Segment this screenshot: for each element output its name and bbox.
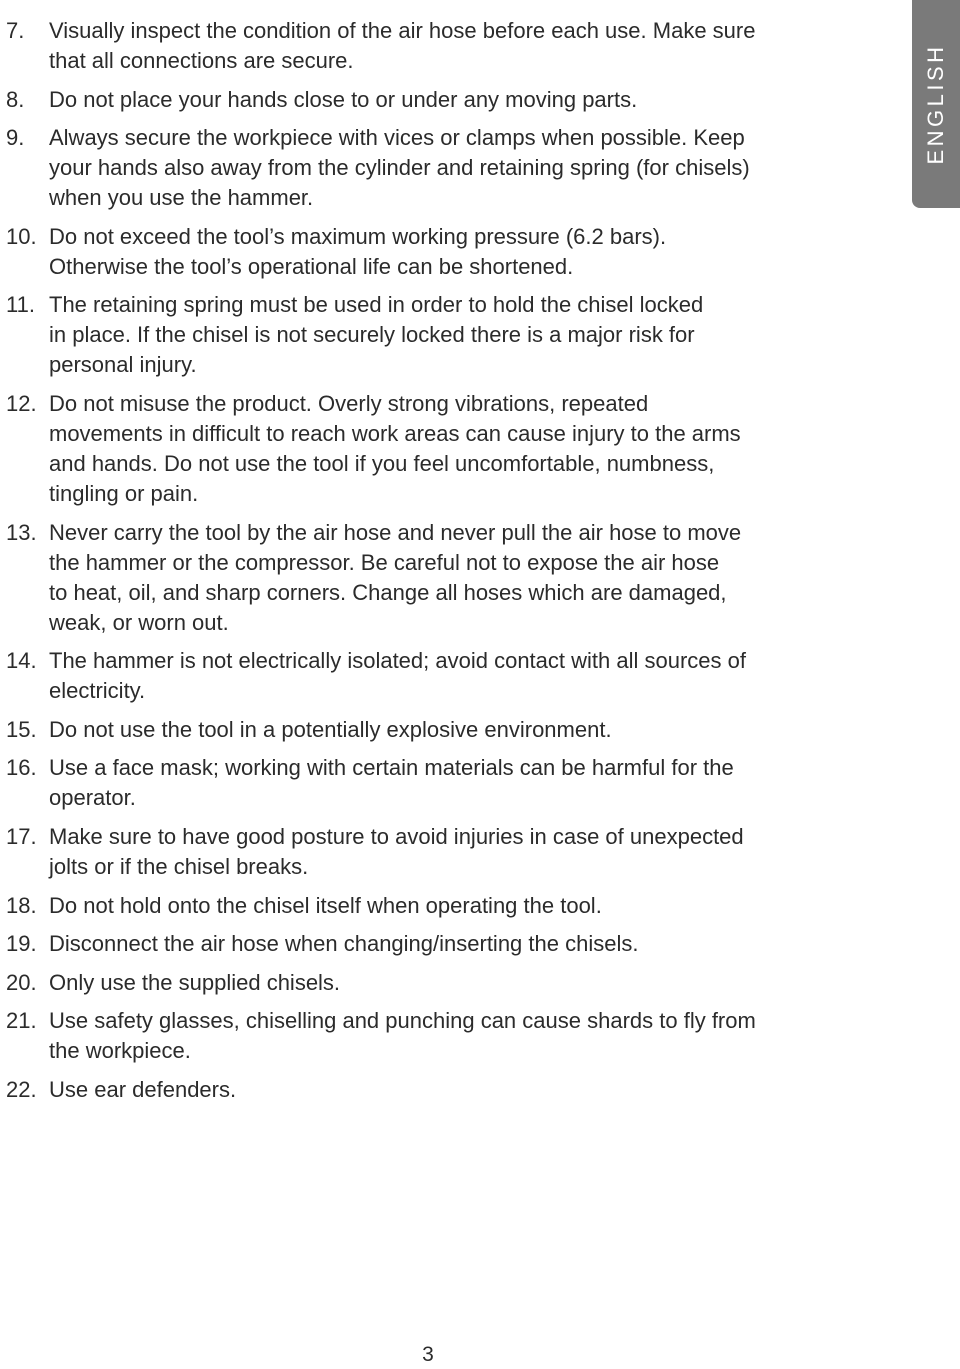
item-text-line: and hands. Do not use the tool if you feel uncomfortable, numbness, [49, 450, 715, 476]
item-number: 11. [6, 292, 35, 318]
list-item [6, 1006, 886, 1066]
item-number: 13. [6, 519, 37, 545]
item-text-line: Use a face mask; working with certain materials can be harmful for the [49, 755, 734, 781]
item-text [49, 646, 886, 706]
safety-instructions-list [6, 16, 886, 1114]
item-number: 9. [6, 125, 25, 151]
item-text [49, 968, 886, 998]
item-text-line: The retaining spring must be used in order to hold the chisel locked [49, 292, 704, 318]
language-tab-label: ENGLISH [923, 43, 948, 165]
list-item [6, 518, 886, 638]
item-text [49, 123, 886, 213]
page-number: 3 [422, 1343, 434, 1366]
list-item [6, 646, 886, 706]
item-text-line: Do not misuse the product. Overly strong vibrations, repeated [49, 390, 649, 416]
item-text [49, 715, 886, 745]
item-text-line: to heat, oil, and sharp corners. Change all hoses which are damaged, [49, 579, 727, 605]
item-text-line: Otherwise the tool’s operational life can be shortened. [49, 253, 574, 279]
item-text-line: the hammer or the compressor. Be careful not to expose the air hose [49, 549, 720, 575]
item-text-line: movements in difficult to reach work areas can cause injury to the arms [49, 420, 741, 446]
item-text-line: Do not place your hands close to or under any moving parts. [49, 86, 638, 112]
item-text-line: operator. [49, 785, 136, 811]
item-text [49, 518, 886, 638]
list-item [6, 16, 886, 76]
item-text-line: personal injury. [49, 352, 197, 378]
list-item [6, 753, 886, 813]
item-text [49, 222, 886, 282]
item-text [49, 1075, 886, 1105]
item-text-line: weak, or worn out. [49, 609, 229, 635]
item-text [49, 389, 886, 509]
item-text-line: jolts or if the chisel breaks. [49, 853, 309, 879]
item-number: 19. [6, 931, 37, 957]
item-text-line: when you use the hammer. [49, 185, 314, 211]
item-text [49, 85, 886, 115]
item-text [49, 290, 886, 380]
item-number: 20. [6, 969, 37, 995]
item-text-line: Do not hold onto the chisel itself when operating the tool. [49, 892, 602, 918]
item-text-line: electricity. [49, 678, 146, 704]
item-number: 7. [6, 18, 25, 43]
item-text-line: that all connections are secure. [49, 48, 354, 73]
item-number: 15. [6, 716, 37, 742]
list-item [6, 222, 886, 282]
item-text [49, 1006, 886, 1066]
list-item [6, 715, 886, 745]
item-text-line: Do not use the tool in a potentially explosive environment. [49, 716, 612, 742]
list-item [6, 1075, 886, 1105]
item-text-line: Do not exceed the tool’s maximum working pressure (6.2 bars). [49, 223, 667, 249]
item-number: 14. [6, 648, 37, 674]
item-text [49, 753, 886, 813]
item-number: 12. [6, 390, 37, 416]
item-text [49, 16, 886, 76]
language-tab [912, 0, 960, 208]
list-item [6, 822, 886, 882]
item-number: 10. [6, 223, 37, 249]
item-text-line: Never carry the tool by the air hose and never pull the air hose to move [49, 519, 742, 545]
item-text [49, 929, 886, 959]
item-text-line: Always secure the workpiece with vices or clamps when possible. Keep [49, 125, 745, 151]
item-text-line: Only use the supplied chisels. [49, 969, 341, 995]
item-number: 21. [6, 1008, 37, 1034]
list-item [6, 290, 886, 380]
item-number: 16. [6, 755, 37, 781]
item-number: 17. [6, 823, 37, 849]
item-text-line: the workpiece. [49, 1038, 191, 1064]
list-item [6, 929, 886, 959]
item-text-line: Use safety glasses, chiselling and punching can cause shards to fly from [49, 1008, 756, 1034]
item-text-line: in place. If the chisel is not securely locked there is a major risk for [49, 322, 695, 348]
list-item [6, 389, 886, 509]
item-text-line: Make sure to have good posture to avoid injuries in case of unexpected [49, 823, 744, 849]
item-text-line: your hands also away from the cylinder and retaining spring (for chisels) [49, 155, 750, 181]
item-text [49, 891, 886, 921]
item-text-line: Visually inspect the condition of the air hose before each use. Make sure [49, 18, 756, 43]
item-number: 18. [6, 892, 37, 918]
item-text-line: Use ear defenders. [49, 1076, 237, 1102]
list-item [6, 968, 886, 998]
item-text-line: tingling or pain. [49, 480, 199, 506]
item-text [49, 822, 886, 882]
item-number: 22. [6, 1076, 37, 1102]
item-number: 8. [6, 86, 25, 112]
item-text-line: Disconnect the air hose when changing/inserting the chisels. [49, 931, 639, 957]
item-text-line: The hammer is not electrically isolated; avoid contact with all sources of [49, 648, 746, 674]
list-item [6, 891, 886, 921]
list-item [6, 85, 886, 115]
list-item [6, 123, 886, 213]
